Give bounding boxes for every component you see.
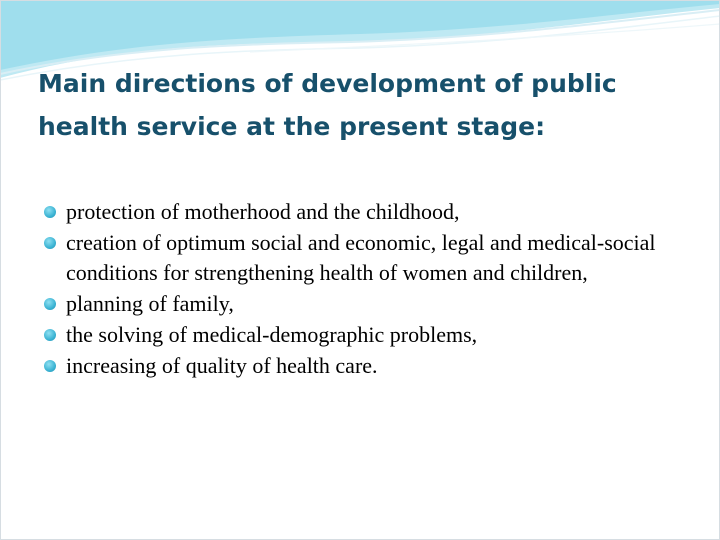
bullet-text: protection of motherhood and the childhood, bbox=[66, 199, 460, 224]
slide-title: Main directions of development of public health service at the present stage: bbox=[38, 69, 617, 141]
bullet-text: creation of optimum social and economic, legal and medical-social conditions for strengthening health of women and children, bbox=[66, 230, 656, 285]
bullet-text: the solving of medical-demographic problems, bbox=[66, 322, 478, 347]
bullet-text: increasing of quality of health care. bbox=[66, 353, 378, 378]
bullet-text: planning of family, bbox=[66, 291, 234, 316]
